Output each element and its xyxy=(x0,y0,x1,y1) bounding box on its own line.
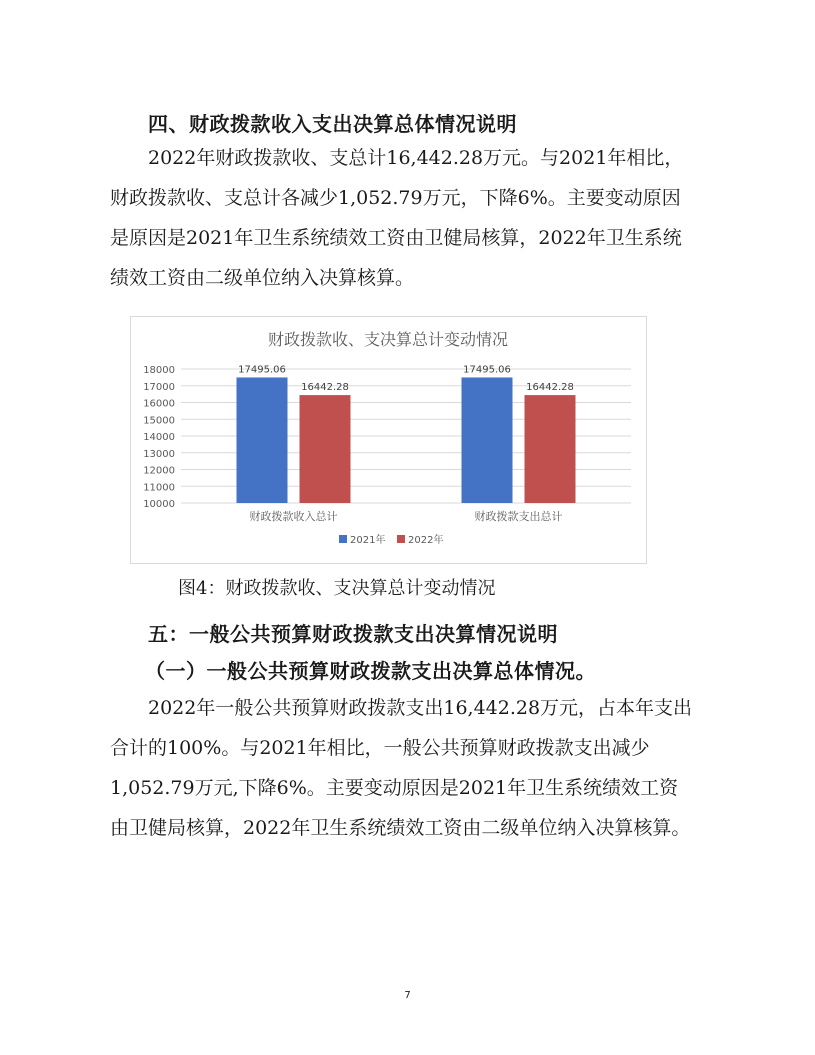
y-tick-label: 15000 xyxy=(143,415,175,427)
y-tick-label: 18000 xyxy=(143,365,175,376)
bar-data-label: 16442.28 xyxy=(301,382,349,394)
y-tick-label: 16000 xyxy=(143,398,175,410)
bar-data-label: 16442.28 xyxy=(526,382,574,394)
section4-heading: 四、财政拨款收入支出决算总体情况说明 xyxy=(148,112,517,136)
section5-heading: 五：一般公共预算财政拨款支出决算情况说明 xyxy=(148,622,558,646)
y-tick-label: 10000 xyxy=(143,499,175,510)
section5-paragraph: 2022年一般公共预算财政拨款支出16,442.28万元，占本年支出合计的100%。与2021年相比，一般公共预算财政拨款支出减少1,052.79万元,下降6%。主要变动原因是2021年卫生系统绩效工资由卫健局核算，2022年卫生系统绩效工资由二级单位纳入决算核算。 xyxy=(110,697,693,839)
y-tick-label: 11000 xyxy=(143,482,175,494)
bar xyxy=(300,395,351,503)
section5-subheading: （一）一般公共预算财政拨款支出决算总体情况。 xyxy=(145,659,596,683)
section4-paragraph: 2022年财政拨款收、支总计16,442.28万元。与2021年相比，财政拨款收、支总计各减少1,052.79万元，下降6%。主要变动原因是原因是2021年卫生系统绩效工资由卫健局核算，2022年卫生系统绩效工资由二级单位纳入决算核算。 xyxy=(110,147,684,289)
page-number: 7 xyxy=(404,990,411,1001)
chart-title: 财政拨款收、支决算总计变动情况 xyxy=(267,330,509,349)
category-label: 财政拨款收入总计 xyxy=(249,510,338,523)
legend-label: 2021年 xyxy=(350,535,386,546)
category-label: 财政拨款支出总计 xyxy=(474,510,563,523)
bar-data-label: 17495.06 xyxy=(463,364,511,376)
y-tick-label: 14000 xyxy=(143,432,175,443)
chart-frame xyxy=(130,316,647,564)
bar xyxy=(237,377,288,503)
legend-label: 2022年 xyxy=(408,535,444,546)
legend-swatch xyxy=(397,535,405,543)
bar-chart xyxy=(131,317,646,563)
bar-data-label: 17495.06 xyxy=(238,364,286,376)
figure-caption: 图4：财政拨款收、支决算总计变动情况 xyxy=(178,578,496,599)
bar xyxy=(525,395,576,503)
y-tick-label: 17000 xyxy=(143,381,175,393)
legend-swatch xyxy=(339,535,347,543)
y-tick-label: 12000 xyxy=(143,465,175,477)
bar xyxy=(462,377,513,503)
y-tick-label: 13000 xyxy=(143,448,175,460)
